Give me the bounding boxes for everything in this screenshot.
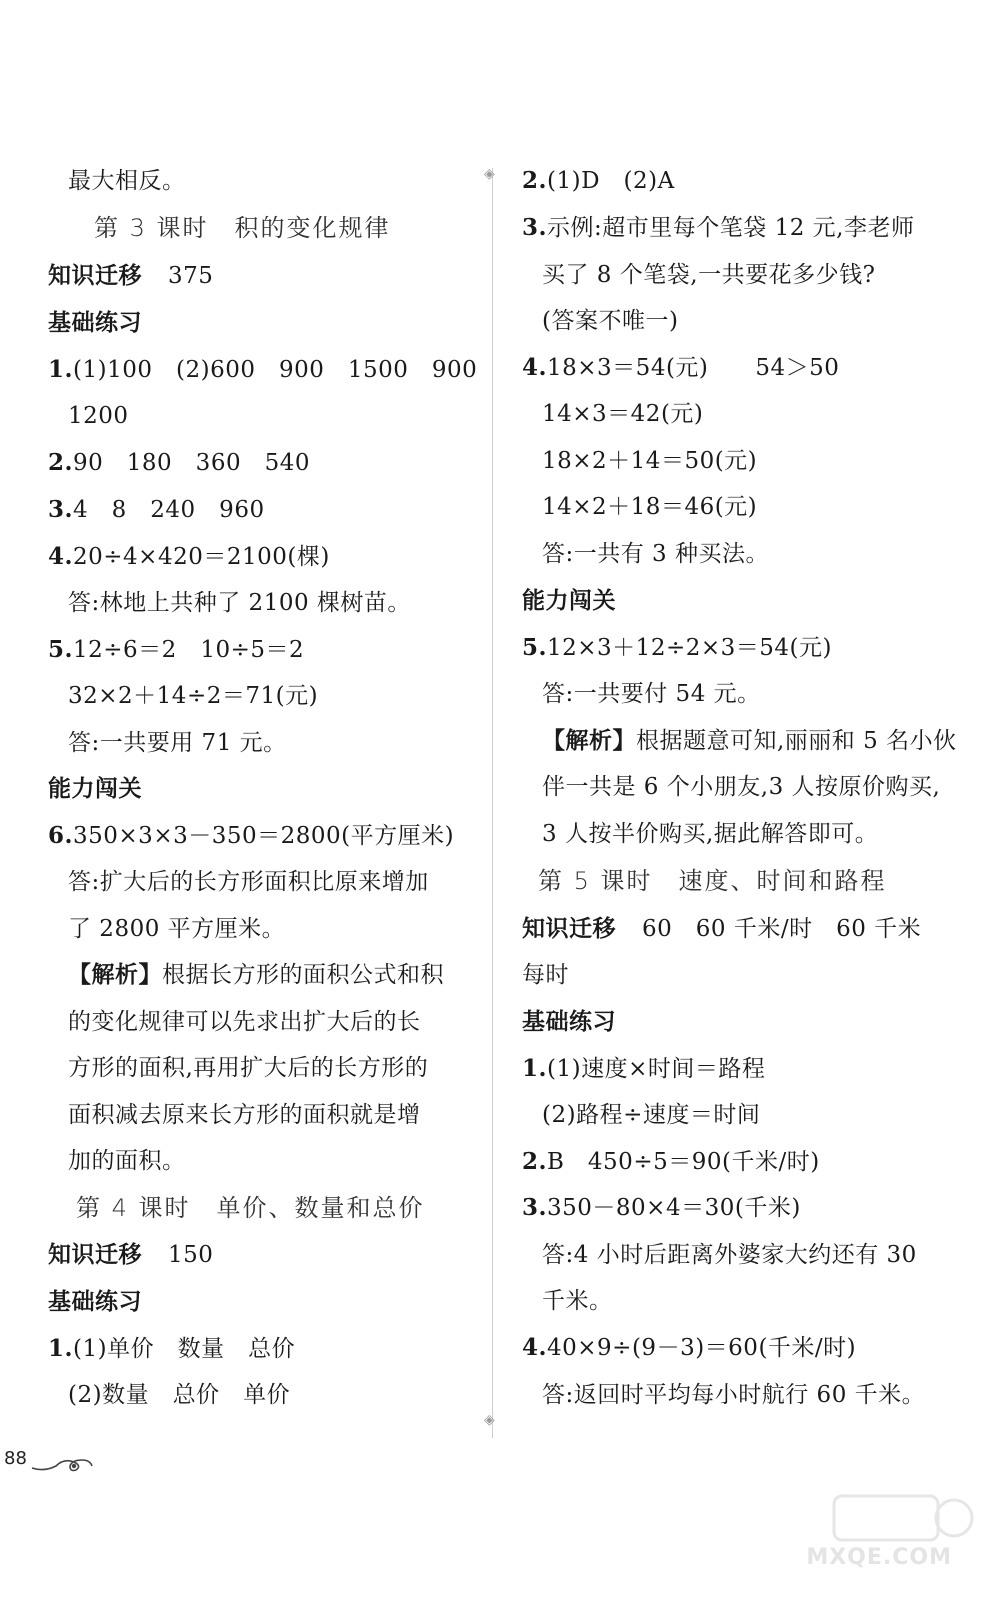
divider-ornament-bottom-icon: ◈ [484, 1412, 495, 1428]
question-number: 4. [522, 354, 548, 381]
lesson-title: 第 5 课时 速度、时间和路程 [538, 867, 887, 895]
answer-text: 350－80×4＝30(千米) [547, 1195, 801, 1221]
answer-line [522, 1147, 820, 1177]
question-number: 5. [48, 636, 74, 663]
analysis-line [48, 960, 444, 990]
page-number: 88 [4, 1448, 27, 1469]
section-label: 知识迁移 [522, 916, 616, 942]
question-number: 1. [48, 356, 74, 383]
text-line: 14×3＝42(元) [542, 401, 704, 427]
answer-line [48, 355, 477, 385]
column-divider [492, 168, 493, 1438]
answer-text: B 450÷5＝90(千米/时) [547, 1149, 820, 1175]
text-line: 答:扩大后的长方形面积比原来增加 [68, 869, 429, 895]
answer-line [48, 495, 265, 525]
answer-text: 350×3×3－350＝2800(平方厘米) [73, 823, 455, 849]
question-number: 3. [48, 496, 74, 523]
answer-line [522, 1193, 801, 1223]
analysis-label: 【解析】 [542, 728, 636, 754]
answer-line [48, 635, 304, 665]
answer-line [522, 633, 832, 663]
text-line: (2)数量 总价 单价 [68, 1382, 291, 1408]
analysis-text: 根据题意可知,丽丽和 5 名小伙 [636, 728, 957, 754]
answer-text: 18×3＝54(元) 54＞50 [547, 355, 840, 381]
section-heading: 基础练习 [522, 1009, 616, 1035]
question-number: 1. [48, 1335, 74, 1362]
lesson-title: 第 3 课时 积的变化规律 [94, 214, 391, 242]
text-line: 3 人按半价购买,据此解答即可。 [542, 821, 879, 847]
section-heading: 能力闯关 [522, 588, 616, 614]
question-number: 5. [522, 634, 548, 661]
watermark [806, 1488, 976, 1588]
knowledge-transfer [522, 914, 921, 944]
knowledge-transfer [48, 261, 213, 291]
answer-value: 375 [168, 263, 214, 289]
answer-line [48, 448, 310, 478]
question-number: 6. [48, 822, 74, 849]
question-number: 2. [522, 167, 548, 194]
text-line: 面积减去原来长方形的面积就是增 [68, 1102, 421, 1128]
text-line: 了 2800 平方厘米。 [68, 916, 286, 942]
section-heading: 能力闯关 [48, 776, 142, 802]
question-number: 3. [522, 1194, 548, 1221]
answer-line [522, 353, 839, 383]
text-line: 答:4 小时后距离外婆家大约还有 30 [542, 1242, 917, 1268]
text-line: 买了 8 个笔袋,一共要花多少钱? [542, 262, 876, 288]
text-line: 方形的面积,再用扩大后的长方形的 [68, 1055, 429, 1081]
text-line: 32×2＋14÷2＝71(元) [68, 683, 319, 709]
text-line: 伴一共是 6 个小朋友,3 人按原价购买, [542, 774, 941, 800]
question-number: 3. [522, 214, 548, 241]
answer-value: 150 [168, 1242, 214, 1268]
analysis-line [522, 726, 957, 756]
question-number: 4. [522, 1334, 548, 1361]
text-line: 答:一共要付 54 元。 [542, 681, 761, 707]
divider-ornament-top-icon: ◈ [484, 166, 495, 182]
question-number: 4. [48, 543, 74, 570]
text-line: (答案不唯一) [542, 308, 679, 334]
text-line: 答:林地上共种了 2100 棵树苗。 [68, 590, 411, 616]
analysis-label: 【解析】 [68, 962, 162, 988]
section-label: 知识迁移 [48, 263, 142, 289]
question-number: 2. [522, 1148, 548, 1175]
answer-line [48, 1334, 295, 1364]
answer-line [522, 213, 914, 243]
text-line: 每时 [522, 962, 569, 988]
section-heading: 基础练习 [48, 1289, 142, 1315]
question-number: 1. [522, 1055, 548, 1082]
answer-text: 12÷6＝2 10÷5＝2 [73, 637, 305, 663]
answer-text: (1)D (2)A [547, 168, 675, 194]
text-line: 1200 [68, 403, 129, 429]
answer-line [48, 542, 330, 572]
text-line: 的变化规律可以先求出扩大后的长 [68, 1009, 421, 1035]
text-line: 答:一共要用 71 元。 [68, 730, 287, 756]
answer-value: 60 60 千米/时 60 千米 [642, 916, 922, 942]
text-line: 加的面积。 [68, 1148, 186, 1174]
analysis-text: 根据长方形的面积公式和积 [162, 962, 444, 988]
answer-text: 12×3＋12÷2×3＝54(元) [547, 635, 832, 661]
watermark-logo-icon [826, 1488, 976, 1548]
text-line: (2)路程÷速度＝时间 [542, 1102, 761, 1128]
text-line: 18×2＋14＝50(元) [542, 448, 758, 474]
text-line: 14×2＋18＝46(元) [542, 494, 758, 520]
answer-text: 40×9÷(9－3)＝60(千米/时) [547, 1335, 857, 1361]
watermark-text: MXQE.COM [806, 1545, 952, 1570]
text-line: 最大相反。 [68, 168, 186, 194]
text-line: 答:一共有 3 种买法。 [542, 541, 770, 567]
answer-text: (1)100 (2)600 900 1500 900 [73, 357, 478, 383]
section-heading: 基础练习 [48, 310, 142, 336]
answer-text: (1)速度×时间＝路程 [547, 1056, 766, 1082]
knowledge-transfer [48, 1240, 213, 1270]
answer-text: 4 8 240 960 [73, 497, 265, 523]
answer-text: (1)单价 数量 总价 [73, 1336, 296, 1362]
text-line: 千米。 [542, 1288, 613, 1314]
answer-text: 20÷4×420＝2100(棵) [73, 544, 330, 570]
answer-line [522, 1054, 765, 1084]
answer-line [522, 1333, 856, 1363]
text-line: 答:返回时平均每小时航行 60 千米。 [542, 1382, 926, 1408]
section-label: 知识迁移 [48, 1242, 142, 1268]
lesson-title: 第 4 课时 单价、数量和总价 [76, 1194, 425, 1222]
answer-text: 90 180 360 540 [73, 450, 310, 476]
page-ornament-icon [30, 1452, 94, 1474]
answer-line [522, 166, 675, 196]
question-number: 2. [48, 449, 74, 476]
answer-line [48, 821, 454, 851]
answer-text: 示例:超市里每个笔袋 12 元,李老师 [547, 215, 915, 241]
